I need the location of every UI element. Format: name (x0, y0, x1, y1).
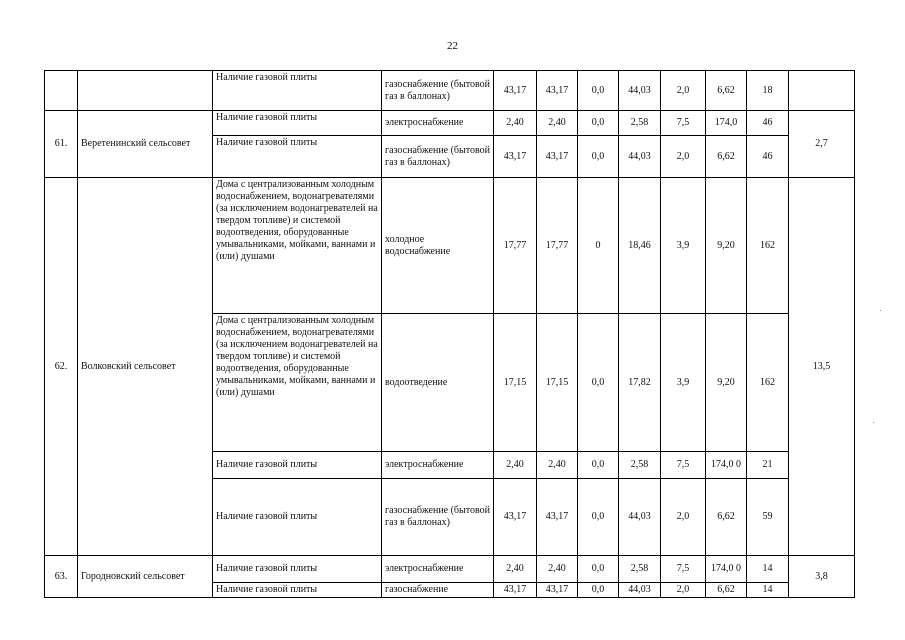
value-cell: 174,0 0 (706, 452, 747, 479)
value-cell: 7,5 (661, 111, 706, 136)
description-cell: Наличие газовой плиты (213, 479, 382, 556)
table-row (45, 556, 855, 583)
value-cell: 2,58 (619, 556, 661, 583)
value-cell: 18 (747, 71, 789, 111)
value-cell: 6,62 (706, 71, 747, 111)
service-cell: электроснабжение (382, 111, 494, 136)
value-cell: 17,82 (619, 314, 661, 452)
value-cell: 43,17 (494, 71, 537, 111)
value-cell: 43,17 (494, 136, 537, 178)
value-cell: 7,5 (661, 452, 706, 479)
municipality-cell (78, 71, 213, 111)
description-cell: Наличие газовой плиты (213, 136, 382, 178)
value-cell: 0,0 (578, 479, 619, 556)
value-cell: 2,0 (661, 136, 706, 178)
value-cell: 17,15 (537, 314, 578, 452)
value-cell: 44,03 (619, 136, 661, 178)
value-cell: 2,40 (494, 452, 537, 479)
description-cell: Дома с централизованным холодным водоснабжением, водонагревателями (за исключением водонагревателей на твердом топливе) и системой водоотведения, оборудованные умывальниками, мойками, ваннами и (или) душами (213, 178, 382, 314)
description-cell: Наличие газовой плиты (213, 556, 382, 583)
value-cell: 7,5 (661, 556, 706, 583)
table-row (45, 71, 855, 111)
value-cell: 17,77 (537, 178, 578, 314)
row-number-cell: 62. (45, 178, 78, 556)
municipality-cell: Городновский сельсовет (78, 556, 213, 598)
value-cell: 59 (747, 479, 789, 556)
value-cell: 0,0 (578, 111, 619, 136)
description-cell: Дома с централизованным холодным водоснабжением, водонагревателями (за исключением водонагревателей на твердом топливе) и системой водоотведения, оборудованные умывальниками, мойками, ваннами и (или) душами (213, 314, 382, 452)
tariff-table (44, 70, 855, 598)
value-cell: 2,0 (661, 71, 706, 111)
value-cell: 46 (747, 111, 789, 136)
value-cell: 43,17 (537, 479, 578, 556)
service-cell: газоснабжение (бытовой газ в баллонах) (382, 71, 494, 111)
value-cell: 21 (747, 452, 789, 479)
service-cell: холодное водоснабжение (382, 178, 494, 314)
value-cell: 0,0 (578, 71, 619, 111)
value-cell: 2,40 (537, 556, 578, 583)
value-cell: 174,0 0 (706, 556, 747, 583)
total-cell: 13,5 (789, 178, 855, 556)
service-cell: водоотведение (382, 314, 494, 452)
value-cell: 9,20 (706, 314, 747, 452)
value-cell: 0,0 (578, 136, 619, 178)
scan-speck (873, 422, 874, 423)
service-cell: газоснабжение (382, 583, 494, 598)
value-cell: 14 (747, 583, 789, 598)
value-cell: 43,17 (537, 583, 578, 598)
value-cell: 162 (747, 314, 789, 452)
municipality-cell: Веретенинский сельсовет (78, 111, 213, 178)
value-cell: 0,0 (578, 452, 619, 479)
value-cell: 2,0 (661, 479, 706, 556)
value-cell: 2,40 (494, 111, 537, 136)
value-cell: 0,0 (578, 556, 619, 583)
value-cell: 174,0 (706, 111, 747, 136)
value-cell: 17,15 (494, 314, 537, 452)
value-cell: 2,40 (494, 556, 537, 583)
row-number-cell (45, 71, 78, 111)
value-cell: 43,17 (537, 136, 578, 178)
service-cell: газоснабжение (бытовой газ в баллонах) (382, 479, 494, 556)
description-cell: Наличие газовой плиты (213, 452, 382, 479)
value-cell: 14 (747, 556, 789, 583)
value-cell: 43,17 (494, 583, 537, 598)
value-cell: 2,40 (537, 452, 578, 479)
value-cell: 0,0 (578, 314, 619, 452)
total-cell: 2,7 (789, 111, 855, 178)
value-cell: 0,0 (578, 583, 619, 598)
municipality-cell: Волковский сельсовет (78, 178, 213, 556)
value-cell: 17,77 (494, 178, 537, 314)
total-cell: 3,8 (789, 556, 855, 598)
description-cell: Наличие газовой плиты (213, 583, 382, 598)
value-cell: 3,9 (661, 178, 706, 314)
value-cell: 43,17 (494, 479, 537, 556)
table-row (45, 178, 855, 314)
service-cell: электроснабжение (382, 452, 494, 479)
value-cell: 2,58 (619, 452, 661, 479)
row-number-cell: 63. (45, 556, 78, 598)
value-cell: 162 (747, 178, 789, 314)
value-cell: 0 (578, 178, 619, 314)
total-cell (789, 71, 855, 111)
page-number: 22 (447, 40, 458, 52)
value-cell: 9,20 (706, 178, 747, 314)
value-cell: 44,03 (619, 479, 661, 556)
description-cell: Наличие газовой плиты (213, 111, 382, 136)
scan-speck (880, 310, 881, 311)
value-cell: 44,03 (619, 71, 661, 111)
row-number-cell: 61. (45, 111, 78, 178)
table-row (45, 111, 855, 136)
value-cell: 6,62 (706, 583, 747, 598)
description-cell: Наличие газовой плиты (213, 71, 382, 111)
value-cell: 6,62 (706, 136, 747, 178)
value-cell: 2,0 (661, 583, 706, 598)
value-cell: 2,58 (619, 111, 661, 136)
value-cell: 18,46 (619, 178, 661, 314)
value-cell: 44,03 (619, 583, 661, 598)
value-cell: 46 (747, 136, 789, 178)
value-cell: 43,17 (537, 71, 578, 111)
value-cell: 3,9 (661, 314, 706, 452)
value-cell: 6,62 (706, 479, 747, 556)
service-cell: газоснабжение (бытовой газ в баллонах) (382, 136, 494, 178)
value-cell: 2,40 (537, 111, 578, 136)
service-cell: электроснабжение (382, 556, 494, 583)
